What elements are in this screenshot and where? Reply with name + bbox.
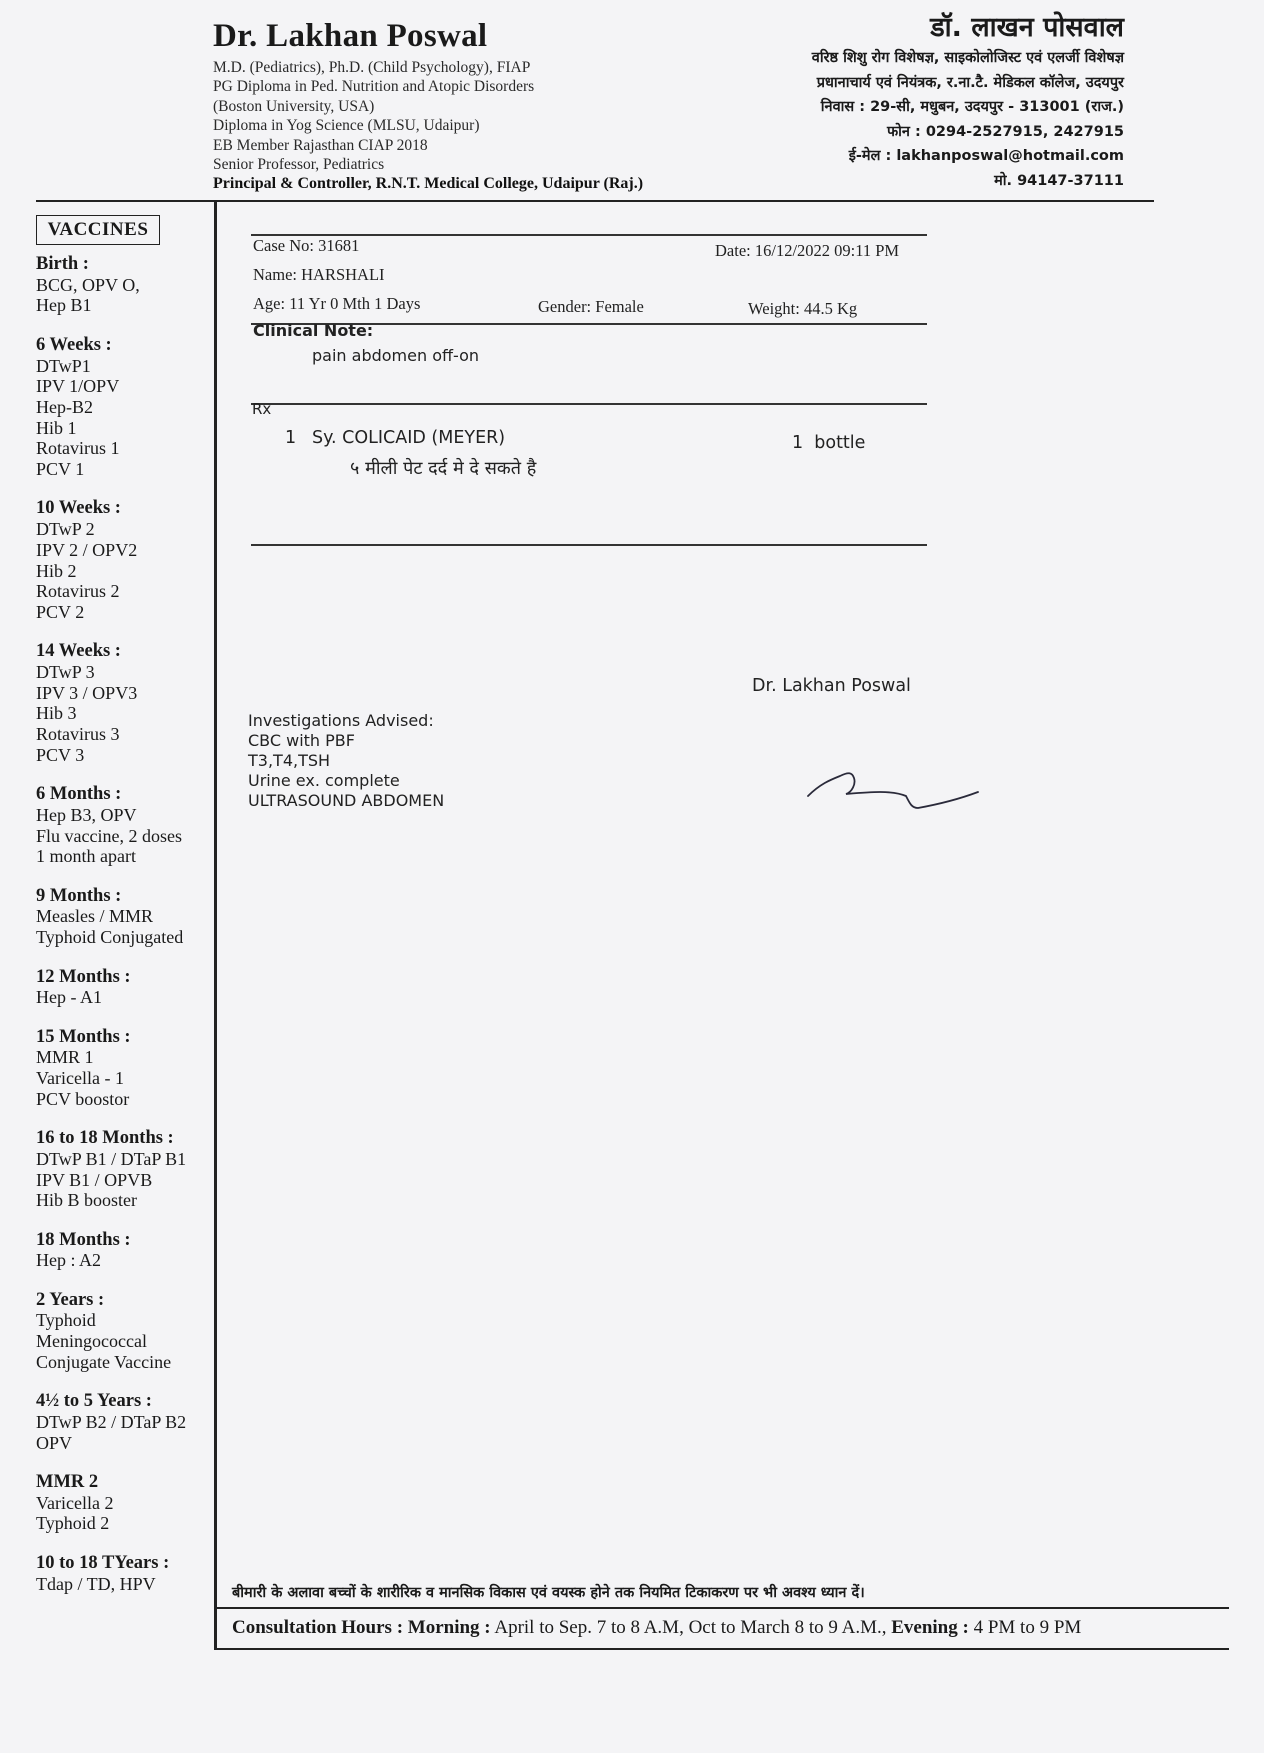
qualification-line: EB Member Rajasthan CIAP 2018: [213, 136, 428, 154]
footer-hindi-note: बीमारी के अलावा बच्चों के शारीरिक व मानसिक विकास एवं वयस्क होने तक नियमित टिकाकरण पर भी अवश्य ध्यान दें।: [232, 1585, 865, 1601]
vaccine-item: Hep - A1: [36, 987, 102, 1008]
vaccine-item: DTwP 3: [36, 662, 95, 683]
hindi-doctor-name: डॉ. लाखन पोसवाल: [930, 12, 1124, 43]
vaccine-group-heading: MMR 2: [36, 1472, 99, 1492]
vaccine-group-heading: 6 Months :: [36, 784, 122, 805]
vaccine-item: Rotavirus 2: [36, 581, 120, 602]
vaccine-item: Hib B booster: [36, 1190, 137, 1211]
vaccine-group: [36, 1290, 214, 1373]
vaccine-item: DTwP B2 / DTaP B2: [36, 1411, 187, 1432]
vaccine-group: [36, 1230, 214, 1271]
clinical-rule: [251, 403, 927, 405]
hindi-address: निवास : 29-सी, मधुबन, उदयपुर - 313001 (राज.): [820, 99, 1124, 115]
patient-gender: Gender: Female: [538, 297, 644, 316]
clinical-note-text: pain abdomen off-on: [312, 346, 480, 365]
vaccine-item: Hep : A2: [36, 1250, 101, 1271]
rx-instruction: ५ मीली पेट दर्द मे दे सकते है: [350, 458, 537, 479]
vaccine-group-heading: 12 Months :: [36, 966, 131, 987]
vaccine-item: Measles / MMR: [36, 906, 153, 927]
hindi-line: वरिष्ठ शिशु रोग विशेषज्ञ, साइकोलोजिस्ट एवं एलर्जी विशेषज्ञ: [811, 50, 1124, 66]
hindi-phone: फोन : 0294-2527915, 2427915: [886, 123, 1124, 140]
vaccine-group: [36, 1553, 214, 1594]
doctor-qualifications: [213, 58, 643, 194]
consultation-hours: [232, 1617, 1081, 1639]
rx-item-number: 1: [285, 428, 297, 448]
vaccine-group: [36, 1027, 214, 1110]
vaccine-group-heading: 16 to 18 Months :: [36, 1128, 174, 1149]
vaccine-group-heading: 18 Months :: [36, 1229, 131, 1250]
signature-name: Dr. Lakhan Poswal: [752, 676, 911, 696]
investigation-item: T3,T4,TSH: [248, 751, 331, 770]
vaccine-item: IPV 3 / OPV3: [36, 682, 138, 703]
vaccine-group-heading: Birth :: [36, 254, 89, 274]
vaccine-item: MMR 1: [36, 1047, 94, 1068]
doctor-position: Principal & Controller, R.N.T. Medical College, Udaipur (Raj.): [213, 175, 644, 193]
patient-age: Age: 11 Yr 0 Mth 1 Days: [253, 294, 421, 313]
qualification-line: PG Diploma in Ped. Nutrition and Atopic Disorders: [213, 78, 535, 96]
rx-drug-name: Sy. COLICAID (MEYER): [312, 428, 506, 448]
vaccine-item: PCV 3: [36, 744, 85, 765]
vaccine-item: Varicella 2: [36, 1492, 114, 1513]
qualification-line: (Boston University, USA): [213, 97, 375, 115]
vaccine-group: [36, 886, 214, 948]
header-divider: [36, 200, 1154, 202]
qualification-line: M.D. (Pediatrics), Ph.D. (Child Psychology), FIAP: [213, 59, 531, 76]
vaccine-item: Hib 1: [36, 417, 77, 438]
vaccine-group-heading: 6 Weeks :: [36, 334, 112, 355]
vaccine-item: Flu vaccine, 2 doses: [36, 825, 182, 846]
investigation-item: Urine ex. complete: [248, 771, 400, 790]
vaccine-group: [36, 254, 214, 316]
vaccine-item: Rotavirus 1: [36, 438, 120, 459]
vaccine-item: DTwP B1 / DTaP B1: [36, 1148, 187, 1169]
footer-bottom-rule: [214, 1648, 1229, 1650]
vaccine-item: IPV B1 / OPVB: [36, 1169, 153, 1190]
patient-name: Name: HARSHALI: [253, 265, 385, 284]
vaccine-item: Hep B1: [36, 295, 92, 316]
vaccine-item: DTwP1: [36, 355, 91, 376]
vaccine-item: OPV: [36, 1432, 73, 1453]
visit-date: Date: 16/12/2022 09:11 PM: [715, 241, 900, 260]
vaccine-schedule: [36, 254, 214, 1613]
vaccine-item: IPV 1/OPV: [36, 376, 120, 397]
vaccine-item: PCV 2: [36, 601, 85, 622]
qualification-line: Diploma in Yog Science (MLSU, Udaipur): [213, 117, 480, 135]
morning-hours: April to Sep. 7 to 8 A.M, Oct to March 8 to 9 A.M.,: [494, 1617, 887, 1638]
vaccine-group: [36, 1472, 214, 1534]
hindi-letterhead: [812, 10, 1124, 193]
case-number: Case No: 31681: [253, 236, 360, 255]
vaccine-group: [36, 1391, 214, 1453]
patient-weight: Weight: 44.5 Kg: [748, 299, 858, 318]
vaccine-item: Typhoid: [36, 1310, 96, 1331]
vaccine-group: [36, 967, 214, 1008]
vaccine-item: DTwP 2: [36, 519, 95, 540]
footer-top-rule: [214, 1607, 1229, 1609]
vaccine-group-heading: 2 Years :: [36, 1289, 105, 1310]
investigation-item: CBC with PBF: [248, 731, 355, 750]
vaccine-group: [36, 1128, 214, 1211]
vaccine-item: Rotavirus 3: [36, 724, 120, 745]
vaccine-item: 1 month apart: [36, 846, 136, 867]
hindi-line: प्रधानाचार्य एवं नियंत्रक, र.ना.टै. मेडिकल कॉलेज, उदयपुर: [816, 74, 1124, 91]
investigation-item: ULTRASOUND ABDOMEN: [248, 791, 445, 810]
vaccine-group: [36, 498, 214, 622]
evening-label: Evening :: [891, 1617, 969, 1638]
vaccine-group: [36, 335, 214, 480]
vaccine-item: Hib 2: [36, 560, 77, 581]
handwritten-signature: [800, 762, 980, 812]
vaccine-item: BCG, OPV O,: [36, 274, 140, 295]
vaccine-group-heading: 4½ to 5 Years :: [36, 1391, 152, 1412]
investigations-block: [248, 711, 444, 811]
vaccine-item: Hep-B2: [36, 396, 93, 417]
vaccine-group-heading: 14 Weeks :: [36, 641, 121, 662]
vaccine-group-heading: 10 to 18 TYears :: [36, 1552, 170, 1573]
investigations-label: Investigations Advised:: [248, 711, 434, 730]
vaccine-item: Hep B3, OPV: [36, 804, 137, 825]
vaccine-item: Conjugate Vaccine: [36, 1351, 172, 1372]
vaccine-group-heading: 9 Months :: [36, 885, 122, 906]
vaccine-group: [36, 784, 214, 867]
vaccines-title: VACCINES: [36, 215, 160, 245]
qualification-line: Senior Professor, Pediatrics: [213, 156, 385, 174]
vaccine-item: Typhoid Conjugated: [36, 927, 184, 948]
hours-label: Consultation Hours :: [232, 1617, 404, 1638]
evening-hours: 4 PM to 9 PM: [973, 1617, 1082, 1638]
vaccine-group: [36, 641, 214, 765]
morning-label: Morning :: [407, 1617, 491, 1638]
hindi-email: ई-मेल : lakhanposwal@hotmail.com: [848, 148, 1124, 164]
vaccine-item: Tdap / TD, HPV: [36, 1573, 156, 1594]
rx-quantity: 1 bottle: [792, 433, 866, 453]
hindi-mobile: मो. 94147-37111: [994, 172, 1124, 189]
rx-label: Rx: [252, 400, 272, 418]
doctor-name: Dr. Lakhan Poswal: [213, 18, 488, 54]
vaccine-item: Varicella - 1: [36, 1068, 124, 1089]
clinical-note-label: Clinical Note:: [253, 321, 374, 340]
vaccine-group-heading: 15 Months :: [36, 1026, 131, 1047]
vaccine-group-heading: 10 Weeks :: [36, 498, 121, 519]
sidebar-divider: [214, 202, 217, 1650]
vaccine-item: Hib 3: [36, 703, 77, 724]
vaccine-item: IPV 2 / OPV2: [36, 539, 138, 560]
vaccine-item: Meningococcal: [36, 1331, 147, 1352]
vaccine-item: PCV boostor: [36, 1088, 130, 1109]
vaccine-item: PCV 1: [36, 459, 85, 480]
vaccine-item: Typhoid 2: [36, 1513, 110, 1534]
rx-bottom-rule: [251, 544, 927, 546]
